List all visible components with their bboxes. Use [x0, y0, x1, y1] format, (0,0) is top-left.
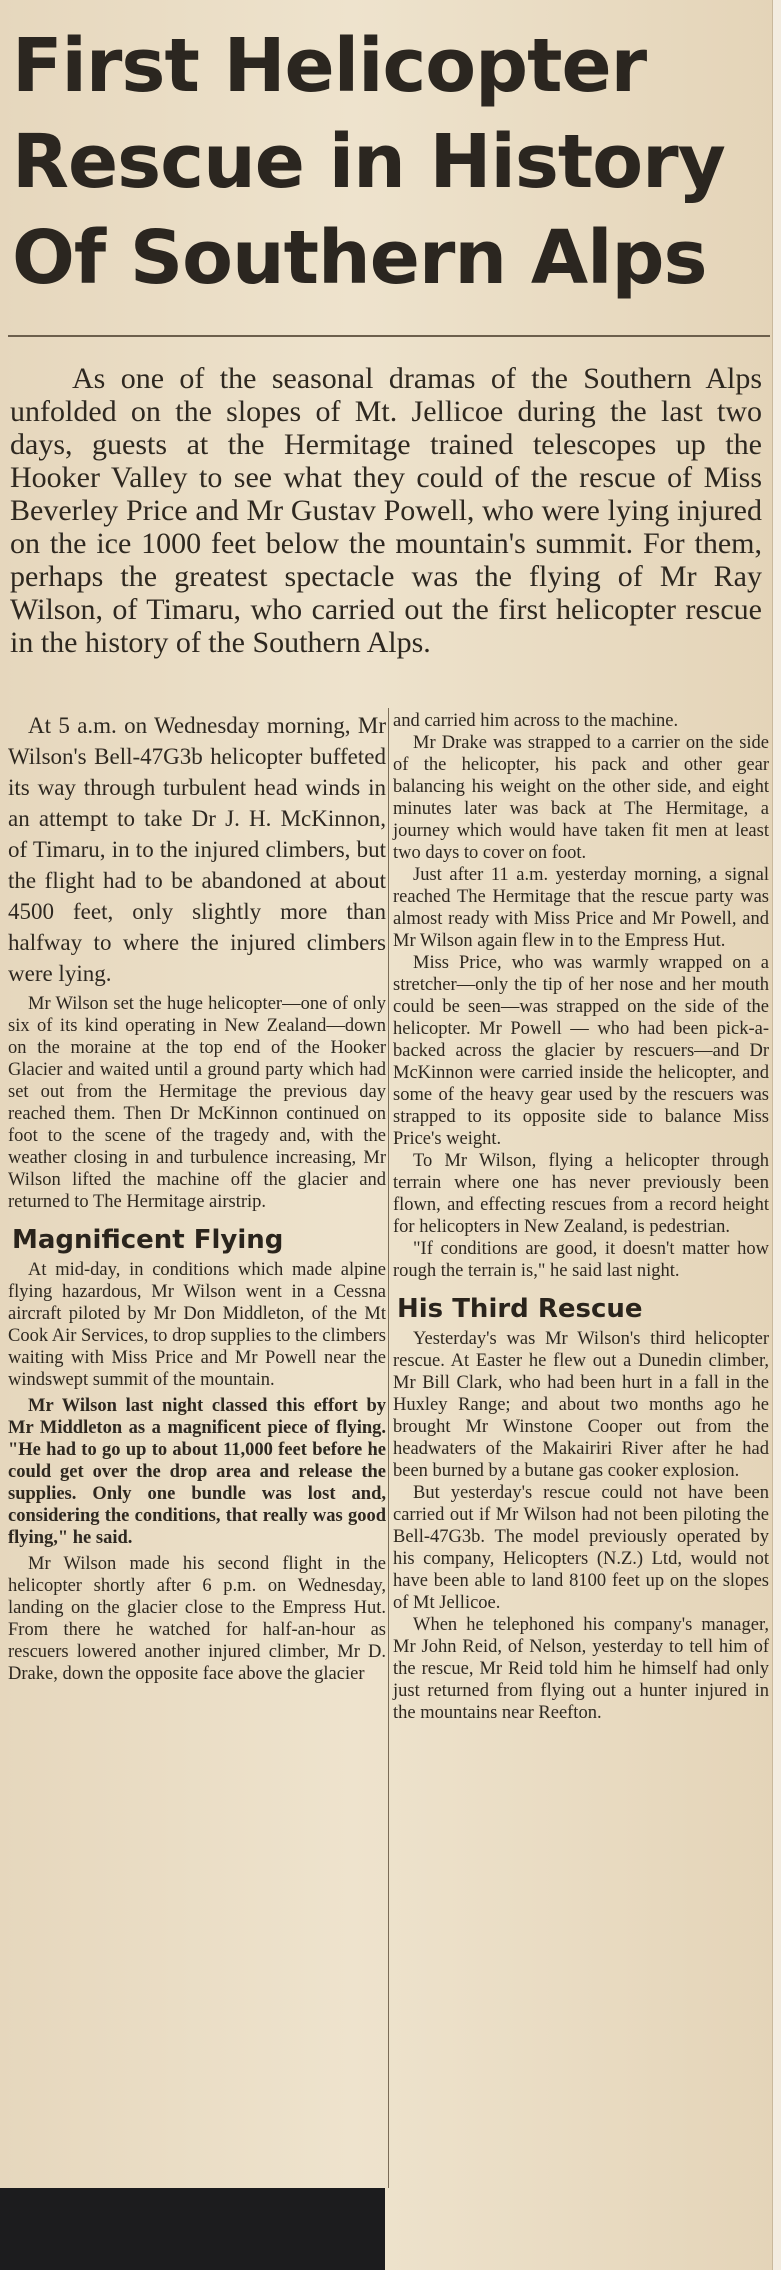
paragraph: At mid-day, in conditions which made alpine flying hazardous, Mr Wilson went in a Cessna aircraft piloted by Mr Don Middleton, of the Mt Cook Air Services, to drop supplies to the climbers waiting with Miss Price and Mr Powell near the windswept summit of the mountain. — [8, 1260, 386, 1390]
headline-line-2: Rescue in History — [12, 119, 725, 205]
paragraph: and carried him across to the machine. — [393, 711, 679, 731]
paragraph: Mr Wilson made his second flight in the helicopter shortly after 6 p.m. on Wednesday, landing on the glacier close to the Empress Hut. From there he watched for half-an-hour as rescuers lowered another injured climber, Mr D. Drake, down the opposite face above the glacier — [8, 1554, 386, 1684]
headline-line-1: First Helicopter — [12, 23, 647, 109]
paragraph: Yesterday's was Mr Wilson's third helicopter rescue. At Easter he flew out a Dunedin climber, Mr Bill Clark, who had been hurt in a fall in the Huxley Range; and about two months ago he brought Mr Winstone Cooper out from the headwaters of the Makairiri River after he had been burned by a butane gas cooker explosion. — [393, 1329, 769, 1481]
paragraph: At 5 a.m. on Wednesday morning, Mr Wilson's Bell-47G3b helicopter buffeted its way through turbulent head winds in an attempt to take Dr J. H. McKinnon, of Timaru, in to the injured climbers, but the flight had to be abandoned at about 4500 feet, only slightly more than halfway to where the injured climbers were lying. — [8, 713, 386, 986]
paragraph: But yesterday's rescue could not have been carried out if Mr Wilson had not been piloting the Bell-47G3b. The model previously operated by his company, Helicopters (N.Z.) Ltd, would not have been able to land 8100 feet up on the slopes of Mt Jellicoe. — [393, 1483, 769, 1613]
headline-rule — [8, 335, 770, 337]
subheading: His Third Rescue — [397, 1294, 643, 1324]
page-edge — [772, 0, 781, 2270]
column-left — [8, 710, 386, 1685]
paragraph: Mr Wilson set the huge helicopter—one of only six of its kind operating in New Zealand—down on the moraine at the top end of the Hooker Glacier and waited until a ground party which had set out from the Hermitage the previous day reached them. Then Dr McKinnon continued on foot to the scene of the tragedy and, with the weather closing in and turbulence increasing, Mr Wilson lifted the machine off the glacier and returned to The Hermitage airstrip. — [8, 994, 386, 1212]
paragraph: Just after 11 a.m. yesterday morning, a signal reached The Hermitage that the rescue party was almost ready with Miss Price and Mr Powell, and Mr Wilson again flew in to the Empress Hut. — [393, 865, 769, 951]
paragraph: To Mr Wilson, flying a helicopter through terrain where one has never previously been flown, and effecting rescues from a record height for helicopters in New Zealand, is pedestrian. — [393, 1151, 769, 1237]
subheading: Magnificent Flying — [12, 1225, 284, 1255]
paragraph: Mr Drake was strapped to a carrier on the side of the helicopter, his pack and other gear balancing his weight on the other side, and eight minutes later was back at The Hermitage, a journey which would have taken fit men at least two days to cover on foot. — [393, 733, 769, 863]
paragraph: Mr Wilson last night classed this effort by Mr Middleton as a magnificent piece of flying. "He had to go up to about 11,000 feet before he could get over the drop area and release the supplies. Only one bundle was lost and, considering the conditions, that really was good flying," he said. — [8, 1396, 386, 1548]
background-shadow — [0, 2188, 385, 2270]
paragraph: Miss Price, who was warmly wrapped on a stretcher—only the tip of her nose and her mouth could be seen—was strapped on the side of the helicopter. Mr Powell — who had been pick-a-backed across the glacier by rescuers—and Dr McKinnon were carried inside the helicopter, and some of the heavy gear used by the rescuers was strapped to its opposite side to balance Miss Price's weight. — [393, 953, 769, 1149]
paragraph: "If conditions are good, it doesn't matter how rough the terrain is," he said last night. — [393, 1239, 769, 1281]
paragraph: When he telephoned his company's manager, Mr John Reid, of Nelson, yesterday to tell him of the rescue, Mr Reid told him he himself had only just returned from flying out a hunter injured in the mountains near Reefton. — [393, 1615, 769, 1723]
column-divider — [388, 708, 389, 2188]
intro-paragraph: As one of the seasonal dramas of the Southern Alps unfolded on the slopes of Mt. Jellicoe during the last two days, guests at the Hermitage trained telescopes up the Hooker Valley to see what they could of the rescue of Miss Beverley Price and Mr Gustav Powell, who were lying injured on the ice 1000 feet below the mountain's summit. For them, perhaps the greatest spectacle was the flying of Mr Ray Wilson, of Timaru, who carried out the first helicopter rescue in the history of the Southern Alps. — [10, 362, 762, 659]
headline-line-3: Of Southern Alps — [12, 215, 707, 301]
headline — [12, 18, 772, 306]
column-right — [393, 710, 769, 1724]
